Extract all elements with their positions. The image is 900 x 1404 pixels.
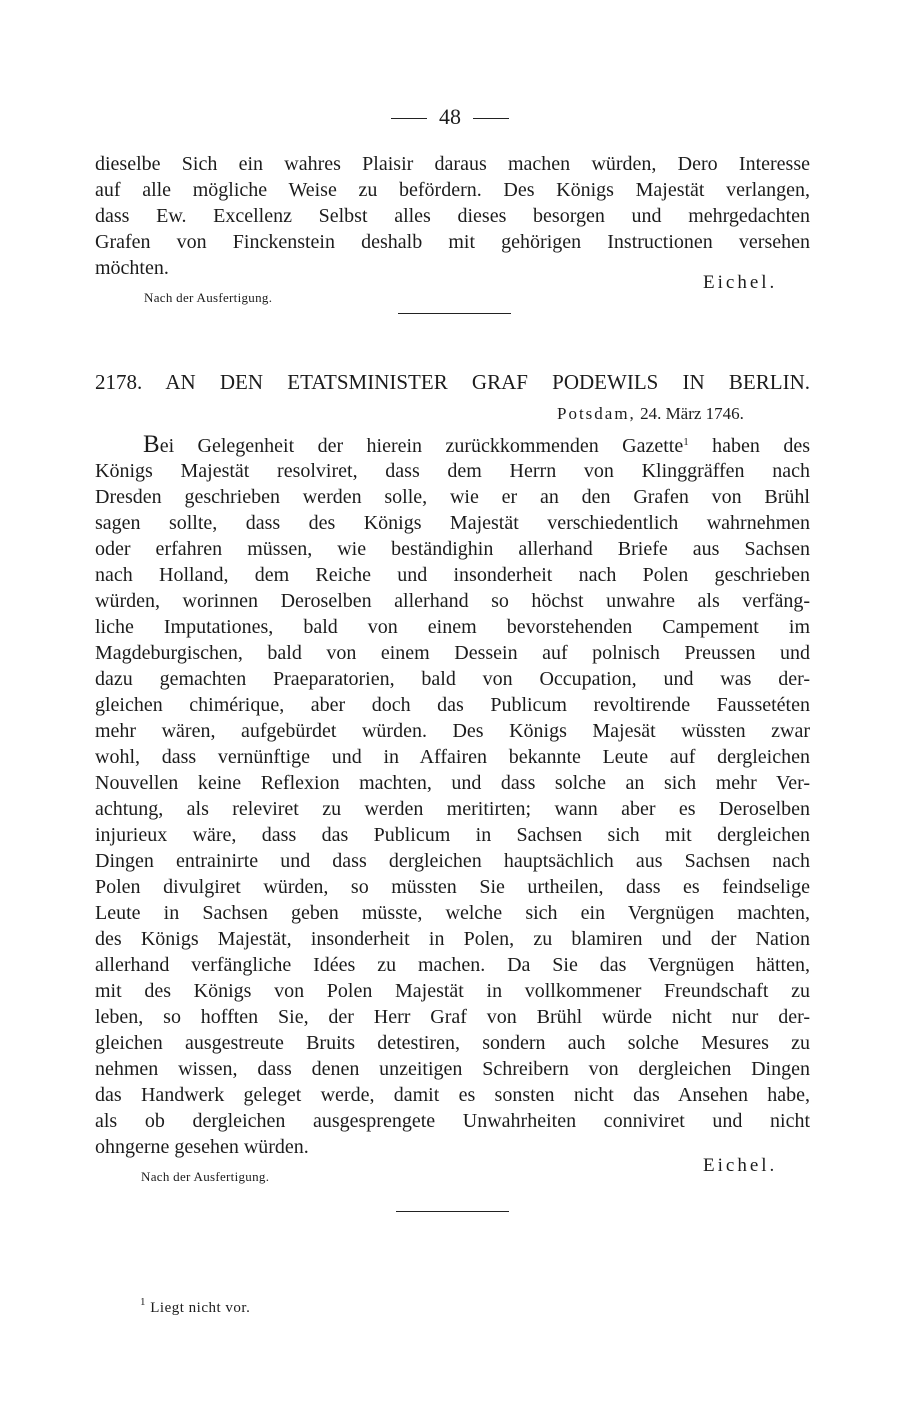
text-line: nach Holland, dem Reiche und insonderheit nach Polen geschrieben bbox=[95, 564, 810, 586]
footnote-text: Liegt nicht vor. bbox=[150, 1300, 251, 1316]
letter-source-note: Nach der Ausfertigung. bbox=[141, 1169, 270, 1184]
text-line: Polen divulgiret würden, so müssten Sie urtheilen, dass es feindselige bbox=[95, 876, 810, 898]
text-line: würden, worinnen Deroselben allerhand so höchst unwahre als verfäng- bbox=[95, 590, 810, 612]
text-line: gleichen ausgestreute Bruits detestiren, sondern auch solche Mesures zu bbox=[95, 1032, 810, 1054]
letter-heading bbox=[95, 369, 810, 395]
text-line: liche Imputationes, bald von einem bevorstehenden Campement im bbox=[95, 616, 810, 638]
header-dash-right bbox=[473, 118, 509, 119]
previous-letter-source-note: Nach der Ausfertigung. bbox=[144, 290, 273, 305]
text-line: dazu gemachten Praeparatorien, bald von Occupation, und was der- bbox=[95, 668, 810, 690]
body-line-first-tail: haben des bbox=[688, 435, 810, 457]
text-line: mehr wären, aufgebürdet würden. Des Königs Majesät wüssten zwar bbox=[95, 720, 810, 742]
text-line: gleichen chimérique, aber doch das Publicum revoltirende Faussetéten bbox=[95, 694, 810, 716]
text-line: leben, so hofften Sie, der Herr Graf von Brühl würde nicht nur der- bbox=[95, 1006, 810, 1028]
letter-dateline bbox=[557, 403, 744, 425]
footnote-reference: 1 bbox=[683, 436, 689, 448]
initial-letter: B bbox=[143, 432, 160, 458]
text-line: Dingen entrainirte und dass dergleichen hauptsächlich aus Sachsen nach bbox=[95, 850, 810, 872]
body-line-first-text: ei Gelegenheit der hierein zurückkommenden Gazette bbox=[159, 435, 684, 457]
text-line: nehmen wissen, dass denen unzeitigen Schreibern von dergleichen Dingen bbox=[95, 1058, 810, 1080]
previous-letter-text bbox=[95, 151, 810, 281]
letter-number: 2178. bbox=[95, 370, 143, 394]
footnote bbox=[140, 1298, 250, 1318]
letter-date: 24. März 1746. bbox=[640, 404, 744, 423]
text-line: Königs Majestät resolviret, dass dem Herrn von Klinggräffen nach bbox=[95, 460, 810, 482]
text-line: auf alle mögliche Weise zu befördern. Des Königs Majestät verlangen, bbox=[95, 179, 810, 201]
text-line: injurieux wäre, dass das Publicum in Sachsen sich mit dergleichen bbox=[95, 824, 810, 846]
footnote-mark: 1 bbox=[140, 1296, 146, 1308]
text-line: des Königs Majestät, insonderheit in Polen, zu blamiren und der Nation bbox=[95, 928, 810, 950]
previous-letter-signature: Eichel. bbox=[703, 272, 778, 293]
text-line: ohngerne gesehen würden. bbox=[95, 1136, 309, 1158]
header-dash-left bbox=[391, 118, 427, 119]
text-line: oder erfahren müssen, wie beständighin allerhand Briefe aus Sachsen bbox=[95, 538, 810, 560]
text-line: allerhand verfängliche Idées zu machen. Da Sie das Vergnügen hätten, bbox=[95, 954, 810, 976]
closing-divider bbox=[396, 1211, 509, 1212]
letter-signature: Eichel. bbox=[703, 1155, 778, 1176]
text-line: Dresden geschrieben werden solle, wie er an den Grafen von Brühl bbox=[95, 486, 810, 508]
section-divider bbox=[398, 313, 511, 314]
text-line: achtung, als releviret zu werden meritirten; wann aber es Deroselben bbox=[95, 798, 810, 820]
text-line: Leute in Sachsen geben müsste, welche sich ein Vergnügen machten, bbox=[95, 902, 810, 924]
letter-body bbox=[95, 432, 810, 1160]
text-line: Grafen von Finckenstein deshalb mit gehörigen Instructionen versehen bbox=[95, 231, 810, 253]
body-line-first bbox=[95, 432, 810, 458]
text-line: als ob dergleichen ausgesprengete Unwahrheiten conniviret und nicht bbox=[95, 1110, 810, 1132]
text-line: Nouvellen keine Reflexion machten, und dass solche an sich mehr Ver- bbox=[95, 772, 810, 794]
page-number: 48 bbox=[439, 104, 461, 129]
text-line: mit des Königs von Polen Majestät in vollkommener Freundschaft zu bbox=[95, 980, 810, 1002]
letter-place: Potsdam, bbox=[557, 404, 636, 423]
text-line: sagen sollte, dass des Königs Majestät verschiedentlich wahrnehmen bbox=[95, 512, 810, 534]
page-header bbox=[0, 104, 900, 130]
text-line: Magdeburgischen, bald von einem Dessein auf polnisch Preussen und bbox=[95, 642, 810, 664]
text-line: wohl, dass vernünftige und in Affairen bekannte Leute auf dergleichen bbox=[95, 746, 810, 768]
text-line: das Handwerk geleget werde, damit es sonsten nicht das Ansehen habe, bbox=[95, 1084, 810, 1106]
text-line: möchten. bbox=[95, 257, 169, 279]
letter-title: AN DEN ETATSMINISTER GRAF PODEWILS IN BERLIN. bbox=[165, 370, 810, 394]
text-line: dass Ew. Excellenz Selbst alles dieses besorgen und mehrgedachten bbox=[95, 205, 810, 227]
text-line: dieselbe Sich ein wahres Plaisir daraus machen würden, Dero Interesse bbox=[95, 153, 810, 175]
